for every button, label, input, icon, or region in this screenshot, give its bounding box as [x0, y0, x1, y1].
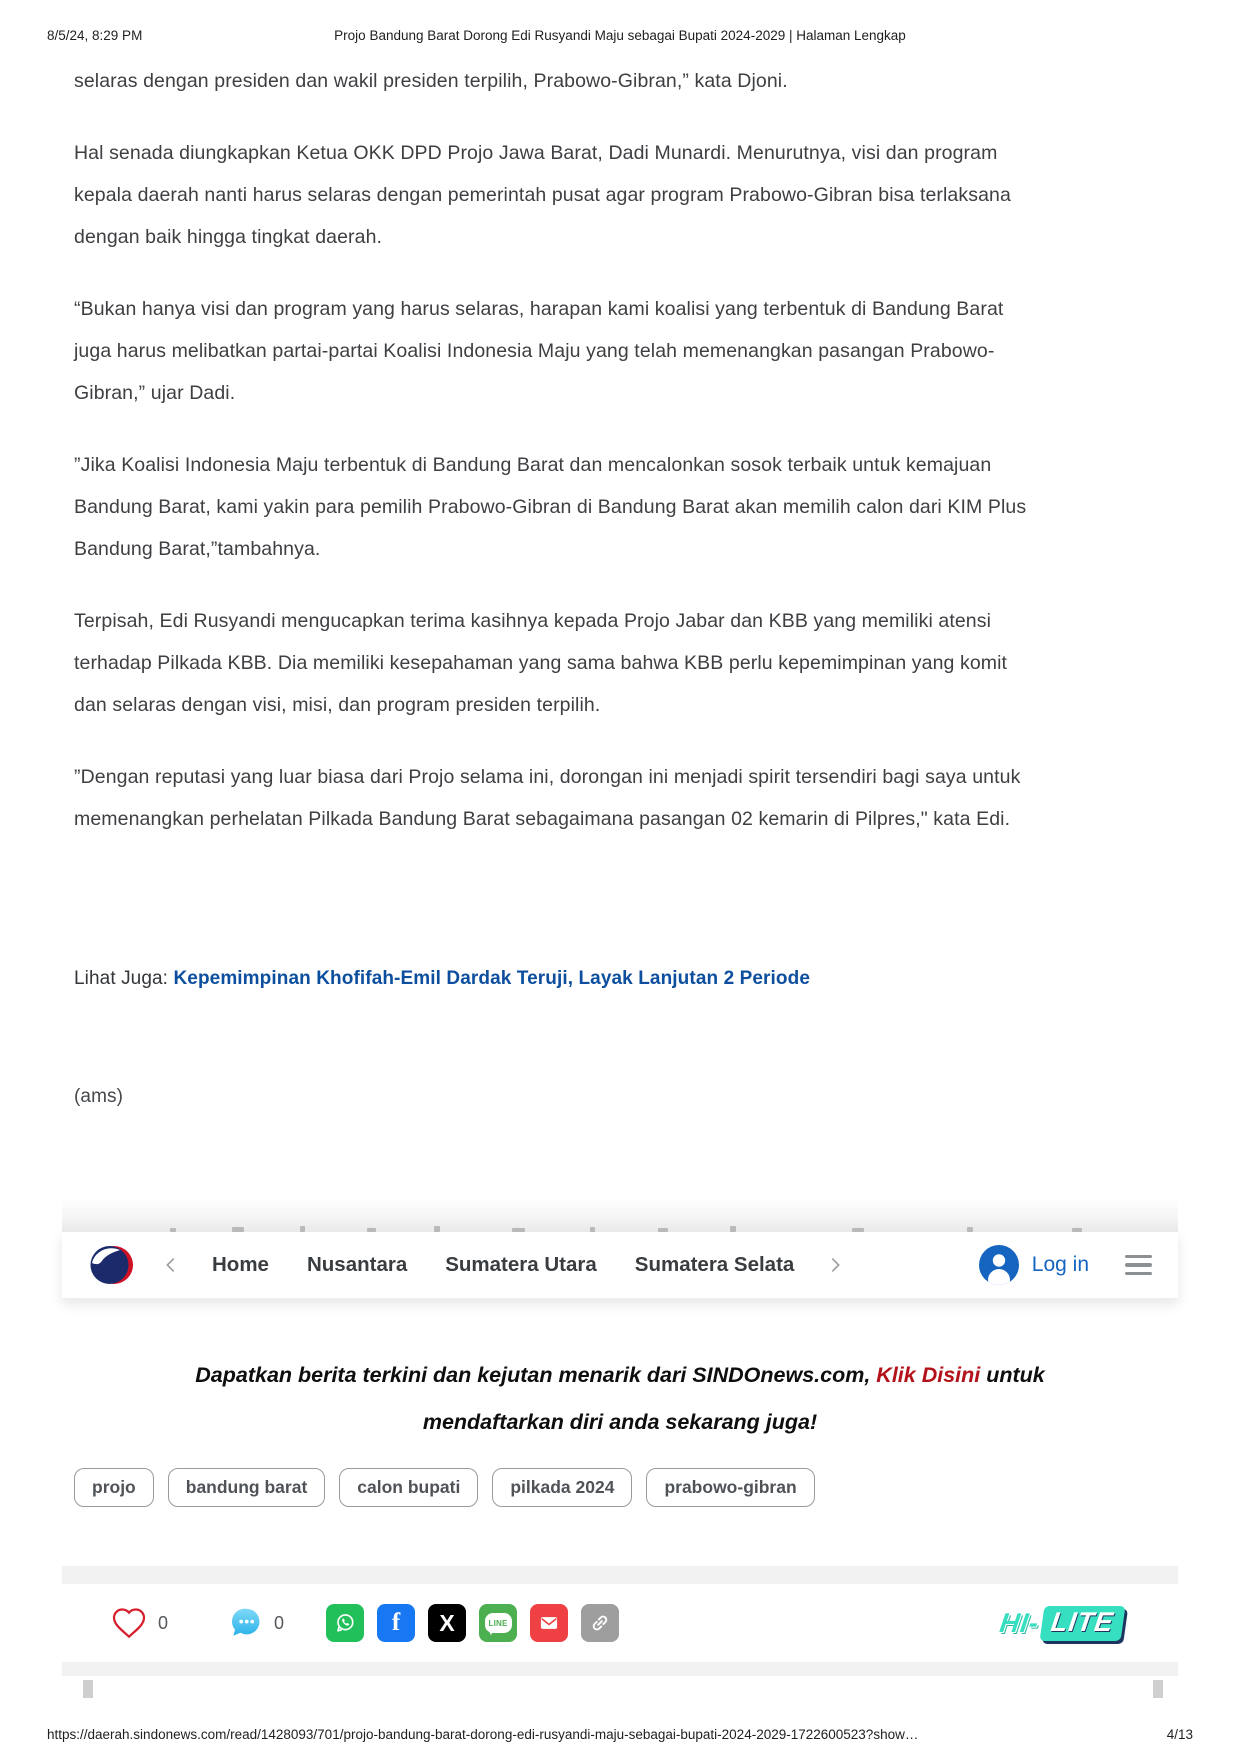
article-paragraph: Terpisah, Edi Rusyandi mengucapkan terima kasihnya kepada Projo Jabar dan KBB yang memiliki atensi terhadap Pilkada KBB. Dia memiliki kesepahaman yang sama bahwa KBB perlu kepemimpinan yang komit dan selaras dengan visi, misi, dan program presiden terpilih. [74, 610, 1008, 716]
text-fragment [300, 1226, 305, 1232]
link-icon[interactable] [581, 1604, 619, 1642]
text-fragment [658, 1228, 668, 1232]
tag-projo[interactable]: projo [74, 1468, 154, 1507]
footer-page-number: 4/13 [1166, 1727, 1193, 1742]
facebook-icon[interactable] [377, 1604, 415, 1642]
tag-prabowo-gibran[interactable]: prabowo-gibran [646, 1468, 814, 1507]
chevron-right-icon[interactable] [824, 1254, 846, 1276]
promo-after: untuk mendaftarkan diri anda sekarang juga! [422, 1363, 1045, 1434]
promo-before: Dapatkan berita terkini dan kejutan menarik dari SINDOnews.com, [195, 1363, 877, 1387]
print-header [47, 28, 1193, 48]
article-paragraph: Hal senada diungkapkan Ketua OKK DPD Projo Jawa Barat, Dadi Munardi. Menurutnya, visi dan program kepala daerah nanti harus selaras dengan pemerintah pusat agar program Prabowo-Gibran bisa terlaksana dengan baik hingga tingkat daerah. [74, 142, 1011, 248]
line-icon[interactable] [479, 1604, 517, 1642]
text-fragment [367, 1228, 376, 1232]
text-fragment [590, 1227, 595, 1232]
text-fragment [434, 1226, 440, 1232]
promo-klik-disini-link[interactable]: Klik Disini [876, 1363, 981, 1387]
share-icon-row [326, 1604, 619, 1642]
text-fragment [730, 1226, 736, 1232]
user-avatar-icon[interactable] [979, 1245, 1019, 1285]
nav-item-nusantara[interactable]: Nusantara [306, 1253, 408, 1276]
share-bar [62, 1584, 1178, 1662]
tag-calon-bupati[interactable]: calon bupati [339, 1468, 478, 1507]
tag-list [74, 1468, 815, 1507]
nav-item-sumatera-selatan[interactable]: Sumatera Selata [634, 1253, 795, 1276]
comment-group [228, 1606, 284, 1640]
article-paragraph: ”Jika Koalisi Indonesia Maju terbentuk di Bandung Barat dan mencalonkan sosok terbaik untuk kemajuan Bandung Barat, kami yakin para pemilih Prabowo-Gibran di Bandung Barat akan memilih calon dari KIM Plus Bandung Barat,”tambahnya. [74, 454, 1027, 560]
sindonews-logo-icon[interactable] [88, 1242, 134, 1288]
comment-count: 0 [274, 1612, 285, 1633]
see-also-label: Lihat Juga: [74, 968, 169, 989]
nav-widget [62, 1198, 1178, 1299]
hilite-logo [997, 1606, 1123, 1641]
hilite-suffix: LITE [1039, 1606, 1124, 1641]
x-icon[interactable] [428, 1604, 466, 1642]
cutoff-text-fragments [62, 1198, 1178, 1232]
like-count: 0 [158, 1612, 169, 1633]
article-paragraph: “Bukan hanya visi dan program yang harus selaras, harapan kami koalisi yang terbentuk di Bandung Barat juga harus melibatkan partai-partai Koalisi Indonesia Maju yang telah memenangkan pasangan Prabowo-Gibran,” ujar Dadi. [74, 298, 1004, 404]
see-also-link[interactable]: Kepemimpinan Khofifah-Emil Dardak Teruji, Layak Lanjutan 2 Periode [173, 968, 811, 989]
text-fragment [967, 1227, 973, 1232]
print-title: Projo Bandung Barat Dorong Edi Rusyandi Maju sebagai Bupati 2024-2029 | Halaman Lengkap [334, 28, 906, 43]
article-paragraph: selaras dengan presiden dan wakil presiden terpilih, Prabowo-Gibran,” kata Djoni. [74, 70, 788, 92]
facebook-letter: f [391, 1609, 401, 1636]
text-fragment [852, 1228, 864, 1232]
divider-strip [62, 1662, 1178, 1676]
chevron-left-icon[interactable] [160, 1254, 182, 1276]
heart-icon[interactable] [110, 1605, 148, 1641]
line-bubble-tail [486, 1628, 492, 1635]
email-icon[interactable] [530, 1604, 568, 1642]
nav-bar [62, 1232, 1178, 1299]
tag-pilkada-2024[interactable]: pilkada 2024 [492, 1468, 632, 1507]
comment-bubble-icon[interactable] [228, 1606, 264, 1640]
article-body [74, 60, 1032, 1118]
line-label: LINE [485, 1613, 512, 1633]
article-paragraph: ”Dengan reputasi yang luar biasa dari Projo selama ini, dorongan ini menjadi spirit tersendiri bagi saya untuk memenangkan perhelatan Pilkada Bandung Barat sebagaimana pasangan 02 kemarin di Pilpres," kata Edi. [74, 766, 1021, 830]
page-break-mark [1153, 1680, 1163, 1698]
print-footer [47, 1727, 1193, 1742]
text-fragment [232, 1227, 244, 1232]
nav-item-sumatera-utara[interactable]: Sumatera Utara [445, 1253, 597, 1276]
see-also-row [74, 958, 1032, 1000]
login-button[interactable]: Log in [1031, 1253, 1089, 1276]
divider-strip [62, 1566, 1178, 1584]
hilite-prefix: HI- [997, 1607, 1041, 1638]
article-byline: (ams) [74, 1086, 124, 1107]
footer-url: https://daerah.sindonews.com/read/1428093/701/projo-bandung-barat-dorong-edi-rusyandi-maju-sebagai-bupati-2024-2029-1722600523?show… [47, 1727, 919, 1742]
page-break-mark [83, 1680, 93, 1698]
x-letter: X [439, 1609, 455, 1636]
tag-bandung-barat[interactable]: bandung barat [168, 1468, 326, 1507]
promo-text [170, 1352, 1070, 1446]
like-group [110, 1605, 168, 1641]
nav-item-home[interactable]: Home [212, 1253, 269, 1276]
text-fragment [1072, 1228, 1082, 1232]
whatsapp-icon[interactable] [326, 1604, 364, 1642]
hamburger-menu-icon[interactable] [1125, 1255, 1152, 1276]
print-datetime: 8/5/24, 8:29 PM [47, 28, 143, 43]
text-fragment [170, 1228, 176, 1232]
text-fragment [512, 1228, 525, 1232]
nav-menu [212, 1253, 818, 1277]
